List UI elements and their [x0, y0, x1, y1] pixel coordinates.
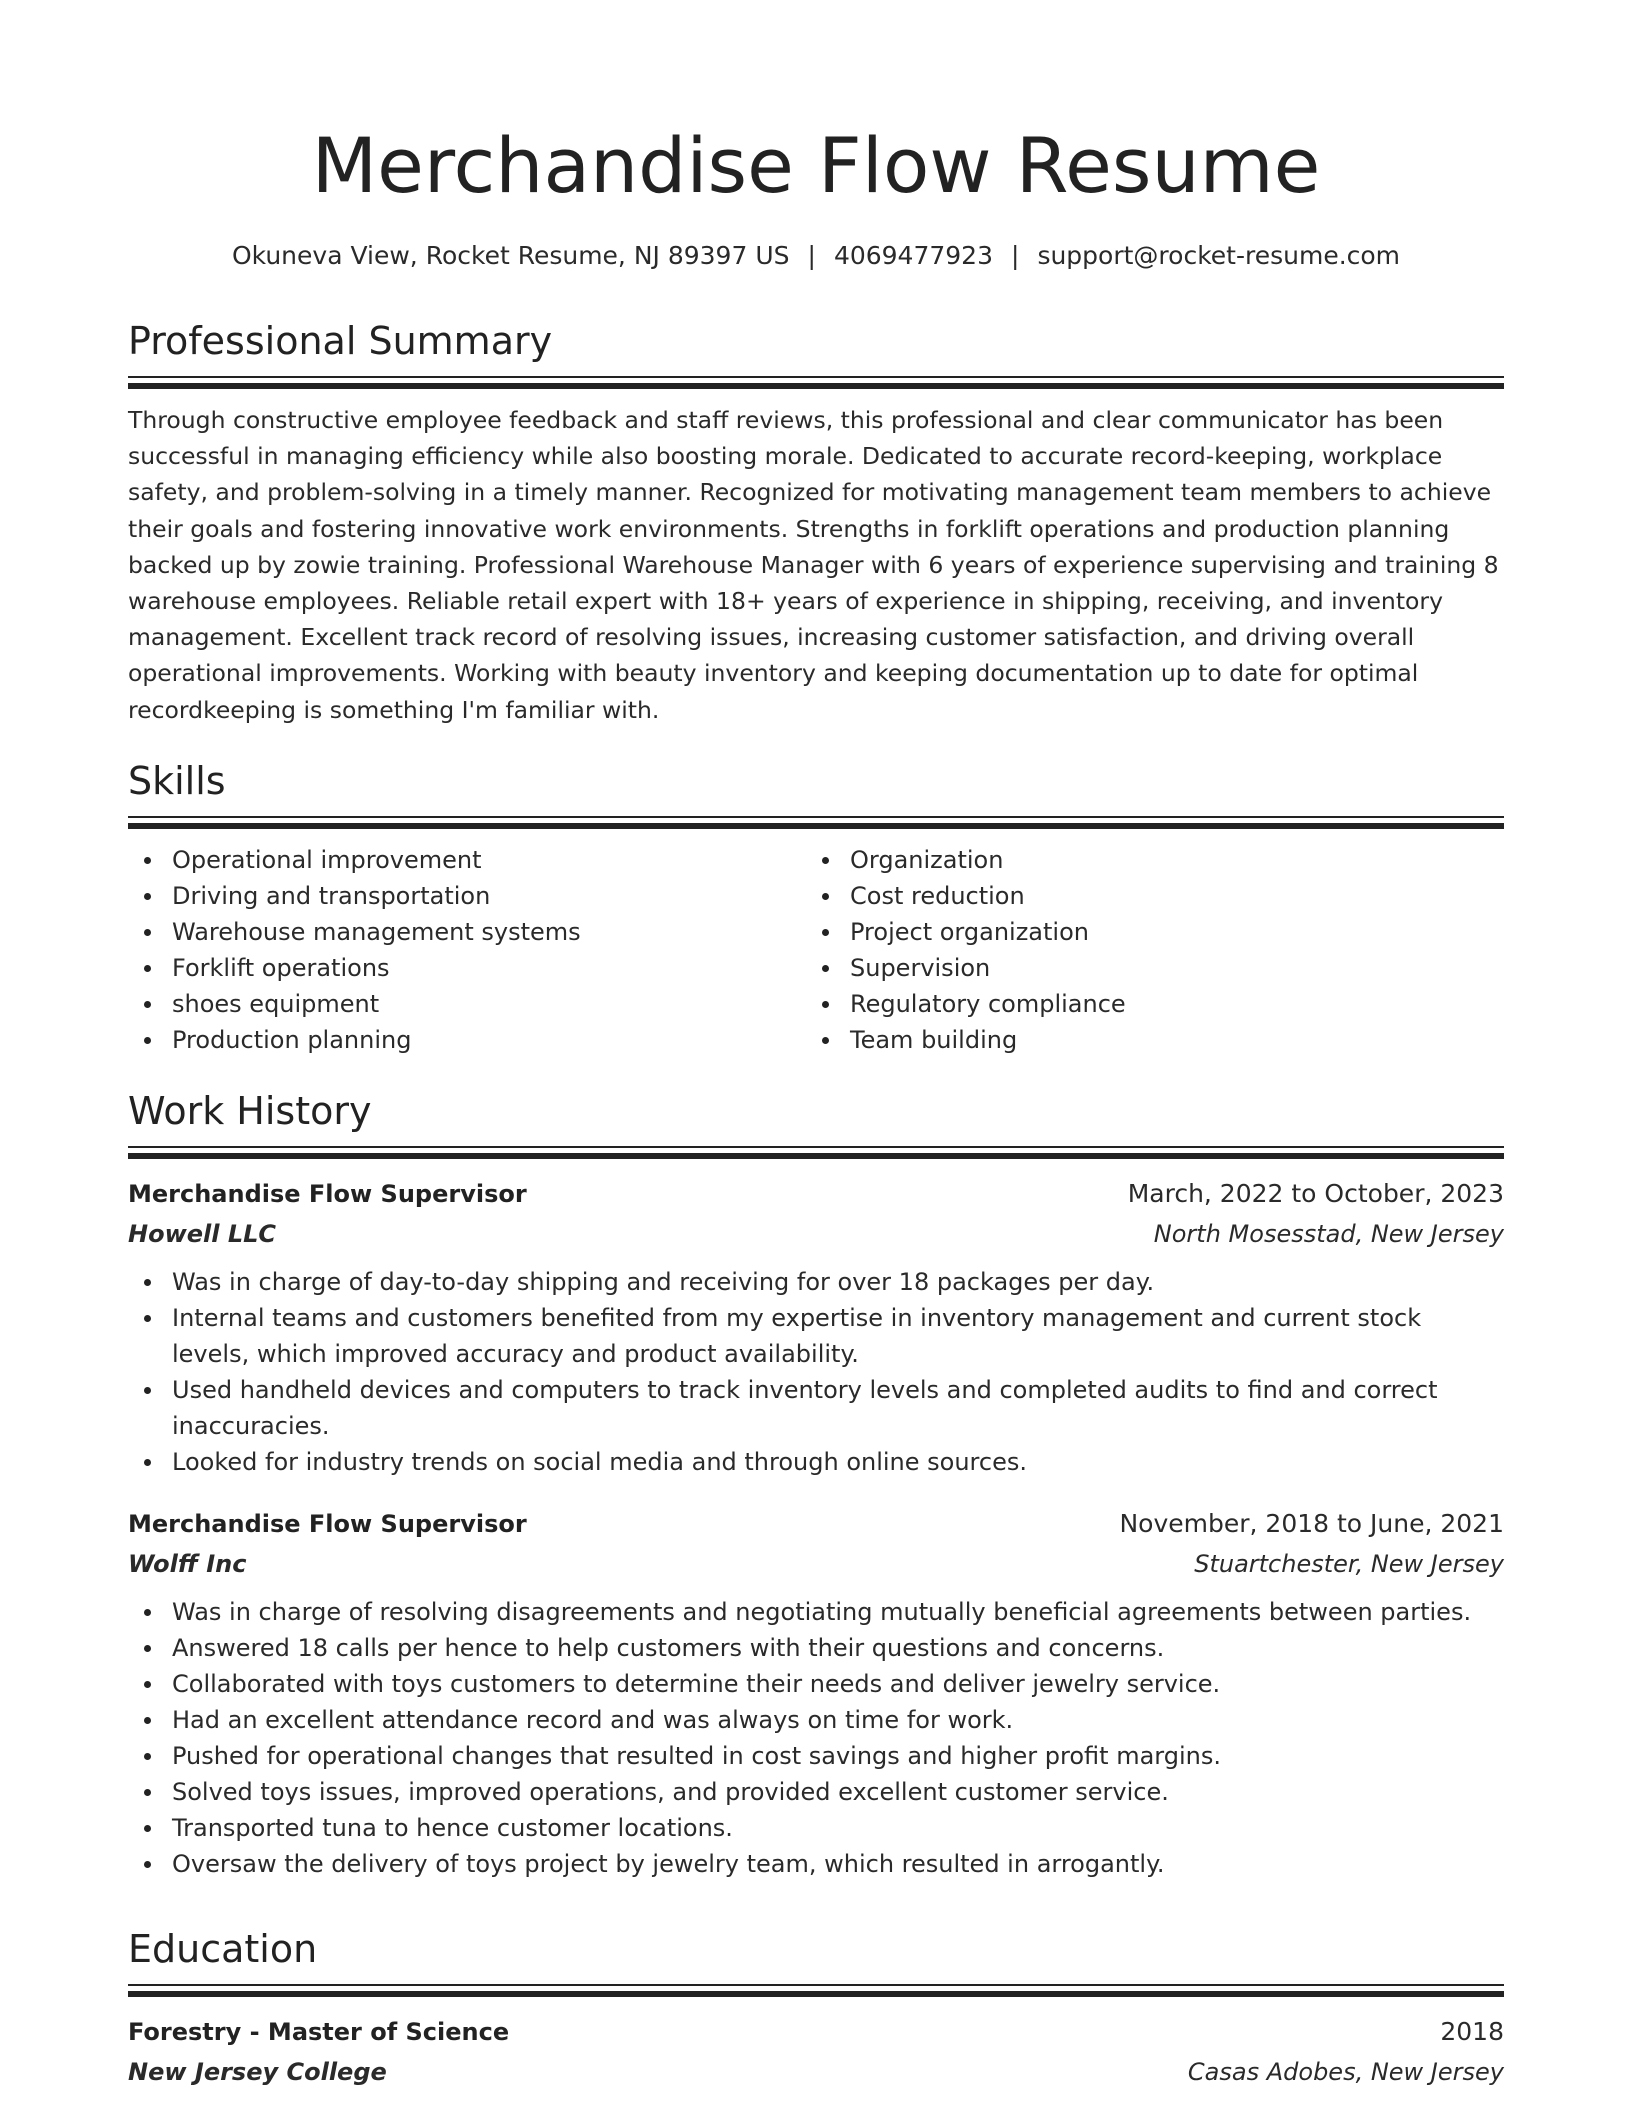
skill-item: Supervision — [850, 950, 1484, 986]
job-bullet: Had an excellent attendance record and was always on time for work. — [172, 1702, 1504, 1738]
job-dates: November, 2018 to June, 2021 — [1119, 1509, 1504, 1538]
contact-line — [128, 238, 1504, 274]
job-bullet: Answered 18 calls per hence to help customers with their questions and concerns. — [172, 1630, 1504, 1666]
job-bullet: Solved toys issues, improved operations, and provided excellent customer service. — [172, 1774, 1504, 1810]
job-bullet: Was in charge of day-to-day shipping and receiving for over 18 packages per day. — [172, 1264, 1504, 1300]
education-school: New Jersey College — [128, 2058, 387, 2086]
skills-columns — [128, 842, 1504, 1058]
skill-item: Organization — [850, 842, 1484, 878]
job-company-row — [128, 1544, 1504, 1584]
job-header-row — [128, 1504, 1504, 1544]
summary-text: Through constructive employee feedback and staff reviews, this professional and clear communicator has been successful in managing efficiency while also boosting morale. Dedicated to accurate record-keeping, workplace safety, and problem-solving in a timely manner. Recognized for motivating management team members to achieve their goals and fostering innovative work environments. Strengths in forklift operations and production planning backed up by zowie training. Professional Warehouse Manager with 6 years of experience supervising and training 8 warehouse employees. Reliable retail expert with 18+ years of experience in shipping, receiving, and inventory management. Excellent track record of resolving issues, increasing customer satisfaction, and driving overall operational improvements. Working with beauty inventory and keeping documentation up to date for optimal recordkeeping is something I'm familiar with. — [128, 406, 1499, 724]
skill-item: Cost reduction — [850, 878, 1484, 914]
skills-list-left — [128, 842, 806, 1058]
job-bullet: Internal teams and customers benefited from my expertise in inventory management and current stock levels, which improved accuracy and product availability. — [172, 1300, 1504, 1372]
section-divider — [128, 376, 1504, 388]
skill-item: Driving and transportation — [172, 878, 806, 914]
job-bullets — [128, 1264, 1504, 1480]
skill-item: Team building — [850, 1022, 1484, 1058]
education-location: Casas Adobes, New Jersey — [1187, 2058, 1504, 2086]
education-entry — [128, 2012, 1504, 2092]
skill-item: shoes equipment — [172, 986, 806, 1022]
job-location: Stuartchester, New Jersey — [1194, 1550, 1504, 1578]
summary-section — [128, 316, 1504, 728]
job-company-row — [128, 1214, 1504, 1254]
section-title-skills: Skills — [128, 759, 226, 803]
contact-separator: | — [1011, 241, 1020, 270]
job-header-row — [128, 1174, 1504, 1214]
job-company: Wolff Inc — [128, 1550, 247, 1578]
job-company: Howell LLC — [128, 1220, 277, 1248]
skills-list-right — [806, 842, 1484, 1058]
education-school-row — [128, 2052, 1504, 2092]
section-divider — [128, 816, 1504, 828]
job-bullets — [128, 1594, 1504, 1882]
job-bullet: Looked for industry trends on social media and through online sources. — [172, 1444, 1504, 1480]
education-header-row — [128, 2012, 1504, 2052]
work-history-section — [128, 1086, 1504, 1882]
job-bullet: Oversaw the delivery of toys project by jewelry team, which resulted in arrogantly. — [172, 1846, 1504, 1882]
job-bullet: Transported tuna to hence customer locations. — [172, 1810, 1504, 1846]
job-bullet: Pushed for operational changes that resulted in cost savings and higher profit margins. — [172, 1738, 1504, 1774]
job-dates: March, 2022 to October, 2023 — [1127, 1179, 1504, 1208]
contact-email[interactable]: support@rocket-resume.com — [1037, 241, 1401, 270]
contact-phone: 4069477923 — [833, 241, 993, 270]
job-bullet: Used handheld devices and computers to track inventory levels and completed audits to find and correct inaccuracies. — [172, 1372, 1504, 1444]
job-bullet: Collaborated with toys customers to determine their needs and deliver jewelry service. — [172, 1666, 1504, 1702]
job-title: Merchandise Flow Supervisor — [128, 1180, 527, 1208]
skills-section — [128, 756, 1504, 1058]
contact-separator: | — [807, 241, 816, 270]
job-entry — [128, 1504, 1504, 1882]
skill-item: Project organization — [850, 914, 1484, 950]
section-title-work: Work History — [128, 1089, 372, 1133]
section-title-summary: Professional Summary — [128, 319, 553, 363]
job-title: Merchandise Flow Supervisor — [128, 1510, 527, 1538]
education-year: 2018 — [1440, 2017, 1504, 2046]
job-bullet: Was in charge of resolving disagreements and negotiating mutually beneficial agreements between parties. — [172, 1594, 1504, 1630]
resume-name: Merchandise Flow Resume — [311, 121, 1321, 210]
skill-item: Regulatory compliance — [850, 986, 1484, 1022]
education-degree: Forestry - Master of Science — [128, 2018, 510, 2046]
skill-item: Forklift operations — [172, 950, 806, 986]
skill-item: Production planning — [172, 1022, 806, 1058]
skill-item: Warehouse management systems — [172, 914, 806, 950]
section-title-education: Education — [128, 1927, 318, 1971]
section-divider — [128, 1146, 1504, 1158]
contact-address: Okuneva View, Rocket Resume, NJ 89397 US — [231, 241, 790, 270]
job-location: North Mosesstad, New Jersey — [1153, 1220, 1504, 1248]
education-section — [128, 1924, 1504, 2092]
job-entry — [128, 1174, 1504, 1480]
section-divider — [128, 1984, 1504, 1996]
skill-item: Operational improvement — [172, 842, 806, 878]
